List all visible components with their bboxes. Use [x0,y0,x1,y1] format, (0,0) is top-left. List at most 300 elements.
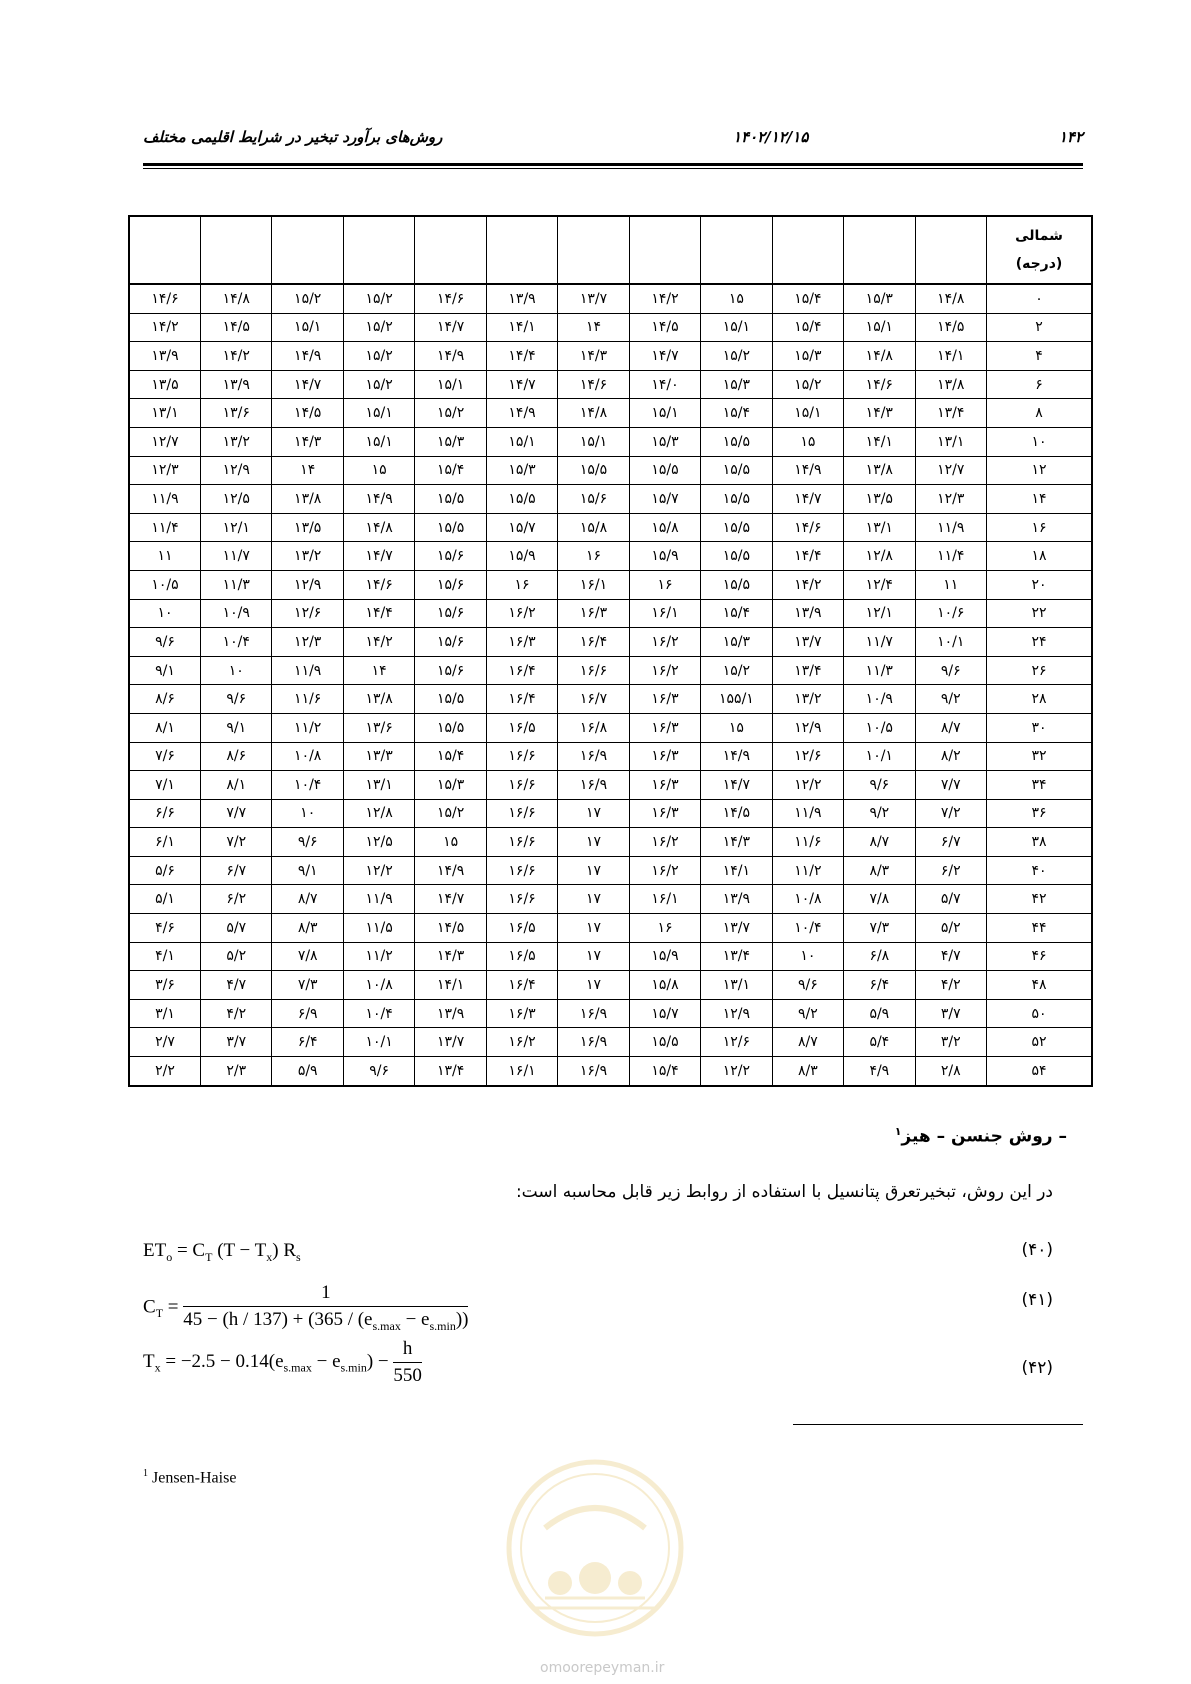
value-cell: ۱۵/۵ [629,456,700,485]
header-date: ۱۴۰۲/۱۲/۱۵ [733,128,809,146]
value-cell: ۸/۱ [201,771,272,800]
value-cell: ۱۴/۷ [772,485,843,514]
value-cell: ۸/۷ [772,1028,843,1057]
value-cell: ۵/۱ [129,885,201,914]
value-cell: ۱۵/۵ [486,485,557,514]
value-cell: ۸/۷ [915,713,986,742]
value-cell: ۱۳/۴ [415,1057,486,1086]
header-rule-thick [143,163,1083,166]
value-cell: ۱۶/۲ [486,599,557,628]
value-cell: ۹/۶ [844,771,915,800]
value-cell: ۱۳/۴ [772,656,843,685]
value-cell: ۱۰/۱ [915,628,986,657]
eq41-den-text: 45 − (h / 137) + (365 / (e [183,1309,373,1330]
value-cell: ۱۴/۱ [915,342,986,371]
value-cell: ۷/۳ [272,971,343,1000]
value-cell: ۶/۴ [844,971,915,1000]
value-cell: ۴/۷ [915,942,986,971]
value-cell: ۱۵/۳ [844,284,915,313]
value-cell: ۱۳/۱ [915,427,986,456]
latitude-cell: ۵۰ [987,999,1093,1028]
value-cell: ۱۳/۹ [772,599,843,628]
value-cell: ۱۴/۶ [343,570,414,599]
value-cell: ۱۱/۹ [915,513,986,542]
value-cell: ۹/۶ [915,656,986,685]
value-cell: ۱۲/۲ [701,1057,772,1086]
value-cell: ۱۶/۳ [486,628,557,657]
latitude-cell: ۳۰ [987,713,1093,742]
value-cell: ۱۵/۳ [701,370,772,399]
latitude-cell: ۴۶ [987,942,1093,971]
month-header [486,216,557,284]
value-cell: ۱۶/۲ [629,628,700,657]
value-cell: ۱۴/۳ [415,942,486,971]
value-cell: ۱۷ [558,914,629,943]
value-cell: ۱۳/۷ [558,284,629,313]
value-cell: ۱۴/۷ [415,313,486,342]
value-cell: ۱۳/۴ [915,399,986,428]
page-header [143,128,1083,158]
value-cell: ۱۵/۱ [415,370,486,399]
value-cell: ۱۲/۷ [915,456,986,485]
value-cell: ۴/۱ [129,942,201,971]
value-cell: ۳/۶ [129,971,201,1000]
value-cell: ۱۲/۳ [272,628,343,657]
value-cell: ۱۴/۹ [415,856,486,885]
value-cell: ۱۳/۷ [701,914,772,943]
value-cell: ۱۴/۱ [701,856,772,885]
value-cell: ۱۵/۶ [558,485,629,514]
latitude-cell: ۲۲ [987,599,1093,628]
value-cell: ۱۶ [629,914,700,943]
value-cell: ۱۳/۷ [772,628,843,657]
value-cell: ۶/۹ [272,999,343,1028]
value-cell: ۹/۱ [129,656,201,685]
value-cell: ۱۱/۷ [201,542,272,571]
value-cell: ۱۶/۹ [558,1028,629,1057]
value-cell: ۱۴/۸ [844,342,915,371]
value-cell: ۱۶ [558,542,629,571]
value-cell: ۱۳/۹ [201,370,272,399]
value-cell: ۱۷ [558,828,629,857]
value-cell: ۱۲/۴ [844,570,915,599]
value-cell: ۱۶/۳ [629,799,700,828]
value-cell: ۱۶/۳ [629,685,700,714]
value-cell: ۱۲/۶ [272,599,343,628]
value-cell: ۱۶/۳ [629,771,700,800]
value-cell: ۱۶/۶ [486,885,557,914]
month-header [415,216,486,284]
latitude-cell: ۱۴ [987,485,1093,514]
table-row [129,570,1092,599]
value-cell: ۱۲/۳ [129,456,201,485]
value-cell: ۱۲/۹ [701,999,772,1028]
value-cell: ۱۴/۷ [701,771,772,800]
value-cell: ۱۴/۷ [629,342,700,371]
value-cell: ۱۲/۹ [272,570,343,599]
value-cell: ۱۳/۸ [915,370,986,399]
table-row [129,427,1092,456]
value-cell: ۱۴/۶ [558,370,629,399]
value-cell: ۱۵/۸ [629,513,700,542]
equation-42-number: (۴۲) [1021,1358,1053,1378]
value-cell: ۱۱/۹ [772,799,843,828]
value-cell: ۱۳/۹ [415,999,486,1028]
footnote-mark: 1 [143,1468,148,1479]
table-row [129,856,1092,885]
latitude-cell: ۶ [987,370,1093,399]
value-cell: ۱۵/۳ [415,771,486,800]
value-cell: ۱۵/۲ [343,342,414,371]
month-header [558,216,629,284]
value-cell: ۱۲/۲ [772,771,843,800]
value-cell: ۴/۶ [129,914,201,943]
latitude-cell: ۴۲ [987,885,1093,914]
value-cell: ۱۶/۶ [486,799,557,828]
value-cell: ۱۵/۳ [629,427,700,456]
value-cell: ۲/۷ [129,1028,201,1057]
value-cell: ۱۶ [486,570,557,599]
value-cell: ۱۷ [558,942,629,971]
value-cell: ۳/۲ [915,1028,986,1057]
value-cell: ۱۶/۴ [486,685,557,714]
value-cell: ۲/۸ [915,1057,986,1086]
value-cell: ۱۴ [558,313,629,342]
value-cell: ۱۰/۵ [129,570,201,599]
value-cell: ۱۲/۶ [772,742,843,771]
latitude-cell: ۱۸ [987,542,1093,571]
value-cell: ۱۱/۶ [272,685,343,714]
value-cell: ۱۵/۴ [415,742,486,771]
value-cell: ۱۵/۳ [415,427,486,456]
value-cell: ۳/۱ [129,999,201,1028]
table-row [129,399,1092,428]
value-cell: ۱۴/۳ [558,342,629,371]
value-cell: ۶/۲ [915,856,986,885]
latitude-cell: ۳۸ [987,828,1093,857]
value-cell: ۴/۷ [201,971,272,1000]
value-cell: ۱۵/۵ [701,513,772,542]
table-row [129,742,1092,771]
value-cell: ۱۲/۸ [343,799,414,828]
value-cell: ۱۶/۵ [486,713,557,742]
value-cell: ۱۲/۱ [201,513,272,542]
value-cell: ۷/۲ [915,799,986,828]
value-cell: ۱۵/۵ [415,713,486,742]
value-cell: ۱۵/۴ [772,313,843,342]
value-cell: ۱۵/۶ [415,656,486,685]
value-cell: ۱۵/۱ [343,427,414,456]
table-row [129,685,1092,714]
value-cell: ۸/۳ [772,1057,843,1086]
value-cell: ۱۴/۱ [486,313,557,342]
value-cell: ۱۴/۹ [701,742,772,771]
latitude-cell: ۱۰ [987,427,1093,456]
value-cell: ۱۰/۸ [272,742,343,771]
value-cell: ۱۲/۳ [915,485,986,514]
value-cell: ۱۳/۸ [343,685,414,714]
value-cell: ۱۶/۴ [558,628,629,657]
value-cell: ۱۱ [915,570,986,599]
value-cell: ۱۰ [772,942,843,971]
value-cell: ۱۵ [701,713,772,742]
value-cell: ۱۵ [772,427,843,456]
value-cell: ۱۴/۵ [415,914,486,943]
value-cell: ۱۶/۶ [486,828,557,857]
table-row [129,370,1092,399]
table-row [129,628,1092,657]
month-header [129,216,201,284]
value-cell: ۱۴/۲ [201,342,272,371]
eq42-denominator: 550 [393,1365,422,1386]
value-cell: ۱۵/۲ [343,370,414,399]
value-cell: ۱۲/۸ [844,542,915,571]
value-cell: ۱۰/۴ [272,771,343,800]
table-row [129,971,1092,1000]
value-cell: ۱۵/۲ [772,370,843,399]
value-cell: ۱۱/۴ [915,542,986,571]
value-cell: ۱۴/۷ [415,885,486,914]
section-heading [895,1125,1067,1147]
table-row [129,313,1092,342]
value-cell: ۵/۲ [915,914,986,943]
value-cell: ۱۶/۲ [629,656,700,685]
value-cell: ۱۴/۷ [272,370,343,399]
footnote-rule [793,1424,1083,1425]
value-cell: ۱۷ [558,885,629,914]
table-row [129,999,1092,1028]
value-cell: ۱۵/۱ [629,399,700,428]
value-cell: ۱۴/۳ [844,399,915,428]
value-cell: ۱۷ [558,799,629,828]
value-cell: ۱۰/۵ [844,713,915,742]
value-cell: ۹/۱ [201,713,272,742]
value-cell: ۱۵/۶ [415,570,486,599]
value-cell: ۳/۷ [915,999,986,1028]
value-cell: ۱۱/۵ [343,914,414,943]
value-cell: ۱۴/۴ [772,542,843,571]
value-cell: ۱۲/۹ [772,713,843,742]
month-header [915,216,986,284]
value-cell: ۱۵/۱ [558,427,629,456]
value-cell: ۹/۶ [201,685,272,714]
value-cell: ۶/۱ [129,828,201,857]
value-cell: ۱۶/۱ [629,885,700,914]
value-cell: ۱۱/۹ [129,485,201,514]
value-cell: ۱۶/۱ [486,1057,557,1086]
value-cell: ۶/۷ [915,828,986,857]
value-cell: ۱۶/۳ [629,713,700,742]
table-row [129,942,1092,971]
value-cell: ۷/۱ [129,771,201,800]
value-cell: ۱۰/۴ [772,914,843,943]
value-cell: ۱۶/۷ [558,685,629,714]
value-cell: ۱۵/۲ [343,284,414,313]
value-cell: ۱۳/۲ [201,427,272,456]
value-cell: ۱۱/۴ [129,513,201,542]
value-cell: ۱۴/۸ [558,399,629,428]
value-cell: ۱۴/۹ [415,342,486,371]
value-cell: ۱۱/۲ [343,942,414,971]
table-row [129,885,1092,914]
table-row [129,513,1092,542]
value-cell: ۱۵/۴ [415,456,486,485]
value-cell: ۱۱/۲ [272,713,343,742]
value-cell: ۸/۷ [272,885,343,914]
footnote-ref: ۱ [894,1125,902,1138]
month-header [201,216,272,284]
value-cell: ۱۶ [629,570,700,599]
value-cell: ۱۳/۵ [129,370,201,399]
value-cell: ۱۰/۴ [201,628,272,657]
value-cell: ۱۵/۲ [415,799,486,828]
value-cell: ۵/۷ [201,914,272,943]
value-cell: ۱۵/۶ [415,599,486,628]
value-cell: ۱۶/۴ [486,971,557,1000]
value-cell: ۸/۲ [915,742,986,771]
value-cell: ۱۵/۵ [701,570,772,599]
value-cell: ۱۶/۹ [558,1057,629,1086]
watermark-site: omoorepeyman.ir [540,1660,665,1676]
value-cell: ۱۵/۴ [629,1057,700,1086]
value-cell: ۹/۶ [272,828,343,857]
value-cell: ۱۵/۴ [701,399,772,428]
value-cell: ۱۵/۷ [629,999,700,1028]
watermark-logo-icon [505,1458,685,1638]
table-row [129,1028,1092,1057]
latitude-cell: ۴ [987,342,1093,371]
value-cell: ۸/۱ [129,713,201,742]
latitude-cell: ۳۲ [987,742,1093,771]
value-cell: ۱۴/۱ [415,971,486,1000]
value-cell: ۱۵/۱ [343,399,414,428]
value-cell: ۱۴ [272,456,343,485]
value-cell: ۱۶/۶ [558,656,629,685]
value-cell: ۱۴/۶ [415,284,486,313]
value-cell: ۷/۳ [844,914,915,943]
value-cell: ۱۴/۲ [629,284,700,313]
value-cell: ۱۶/۹ [558,742,629,771]
value-cell: ۸/۳ [844,856,915,885]
value-cell: ۱۵/۹ [486,542,557,571]
value-cell: ۱۴/۵ [629,313,700,342]
value-cell: ۱۵/۱ [272,313,343,342]
value-cell: ۱۳/۹ [129,342,201,371]
value-cell: ۱۰/۴ [343,999,414,1028]
value-cell: ۱۳/۴ [701,942,772,971]
latitude-header [987,216,1093,284]
value-cell: ۷/۸ [844,885,915,914]
value-cell: ۶/۶ [129,799,201,828]
value-cell: ۱۵ [415,828,486,857]
value-cell: ۱۶/۲ [486,1028,557,1057]
latitude-cell: ۳۶ [987,799,1093,828]
value-cell: ۱۵/۲ [415,399,486,428]
value-cell: ۱۵/۵ [701,456,772,485]
value-cell: ۱۵/۱ [772,399,843,428]
page-number: ۱۴۲ [1058,128,1083,146]
value-cell: ۱۲/۵ [343,828,414,857]
value-cell: ۱۰/۱ [343,1028,414,1057]
value-cell: ۱۴/۴ [486,342,557,371]
table-row [129,771,1092,800]
table-row [129,284,1092,313]
value-cell: ۹/۶ [343,1057,414,1086]
value-cell: ۱۶/۳ [486,999,557,1028]
value-cell: ۱۳/۹ [486,284,557,313]
value-cell: ۱۲/۵ [201,485,272,514]
value-cell: ۲/۲ [129,1057,201,1086]
value-cell: ۱۶/۴ [486,656,557,685]
value-cell: ۱۶/۵ [486,942,557,971]
latitude-cell: ۲۴ [987,628,1093,657]
value-cell: ۱۴/۲ [772,570,843,599]
value-cell: ۱۴/۹ [772,456,843,485]
table-row [129,799,1092,828]
eq41-numerator: 1 [183,1282,468,1307]
latitude-cell: ۲۰ [987,570,1093,599]
value-cell: ۹/۲ [844,799,915,828]
value-cell: ۱۳/۱ [701,971,772,1000]
table-row [129,713,1092,742]
value-cell: ۱۰/۸ [343,971,414,1000]
evapotranspiration-table [128,215,1093,1087]
value-cell: ۵/۷ [915,885,986,914]
equation-41: $C_T$ = $\frac{1}{45 - (h / 137) + (365 / (e_{s.max} - e_{s.min}))}$ [143,1282,469,1333]
value-cell: ۱۵/۳ [772,342,843,371]
section-paragraph: در این روش، تبخیرتعرق پتانسیل با استفاده از روابط زیر قابل محاسبه است: [515,1182,1053,1202]
value-cell: ۱۵/۳ [701,628,772,657]
value-cell: ۸/۶ [129,685,201,714]
value-cell: ۱۳/۱ [343,771,414,800]
table-row [129,599,1092,628]
value-cell: ۱۶/۱ [558,570,629,599]
value-cell: ۱۵ [701,284,772,313]
value-cell: ۱۰ [201,656,272,685]
value-cell: ۱۵/۹ [629,542,700,571]
equation-40-number: (۴۰) [1021,1240,1053,1260]
footnote [143,1468,236,1487]
table-row [129,456,1092,485]
value-cell: ۱۳/۸ [272,485,343,514]
value-cell: ۱۴/۷ [343,542,414,571]
value-cell: ۱۴/۵ [915,313,986,342]
value-cell: ۱۲/۲ [343,856,414,885]
table-row [129,485,1092,514]
value-cell: ۵/۶ [129,856,201,885]
value-cell: ۱۵/۲ [272,284,343,313]
value-cell: ۹/۲ [915,685,986,714]
value-cell: ۷/۶ [129,742,201,771]
table-header-row [129,216,1092,284]
value-cell: ۷/۷ [915,771,986,800]
value-cell: ۹/۱ [272,856,343,885]
value-cell: ۱۴/۱ [844,427,915,456]
value-cell: ۱۳/۳ [343,742,414,771]
value-cell: ۱۶/۶ [486,742,557,771]
value-cell: ۱۳/۹ [701,885,772,914]
month-header [629,216,700,284]
value-cell: ۱۱/۹ [343,885,414,914]
eq41-denominator: $45 - (h / 137) + (365 / (e_{s.max} - e_{s.min}))$ [183,1309,469,1333]
value-cell: ۸/۷ [844,828,915,857]
latitude-cell: ۴۸ [987,971,1093,1000]
value-cell: ۱۴/۶ [772,513,843,542]
value-cell: ۱۵ [343,456,414,485]
value-cell: ۸/۶ [201,742,272,771]
value-cell: ۱۵/۵ [558,456,629,485]
value-cell: ۱۳/۵ [844,485,915,514]
